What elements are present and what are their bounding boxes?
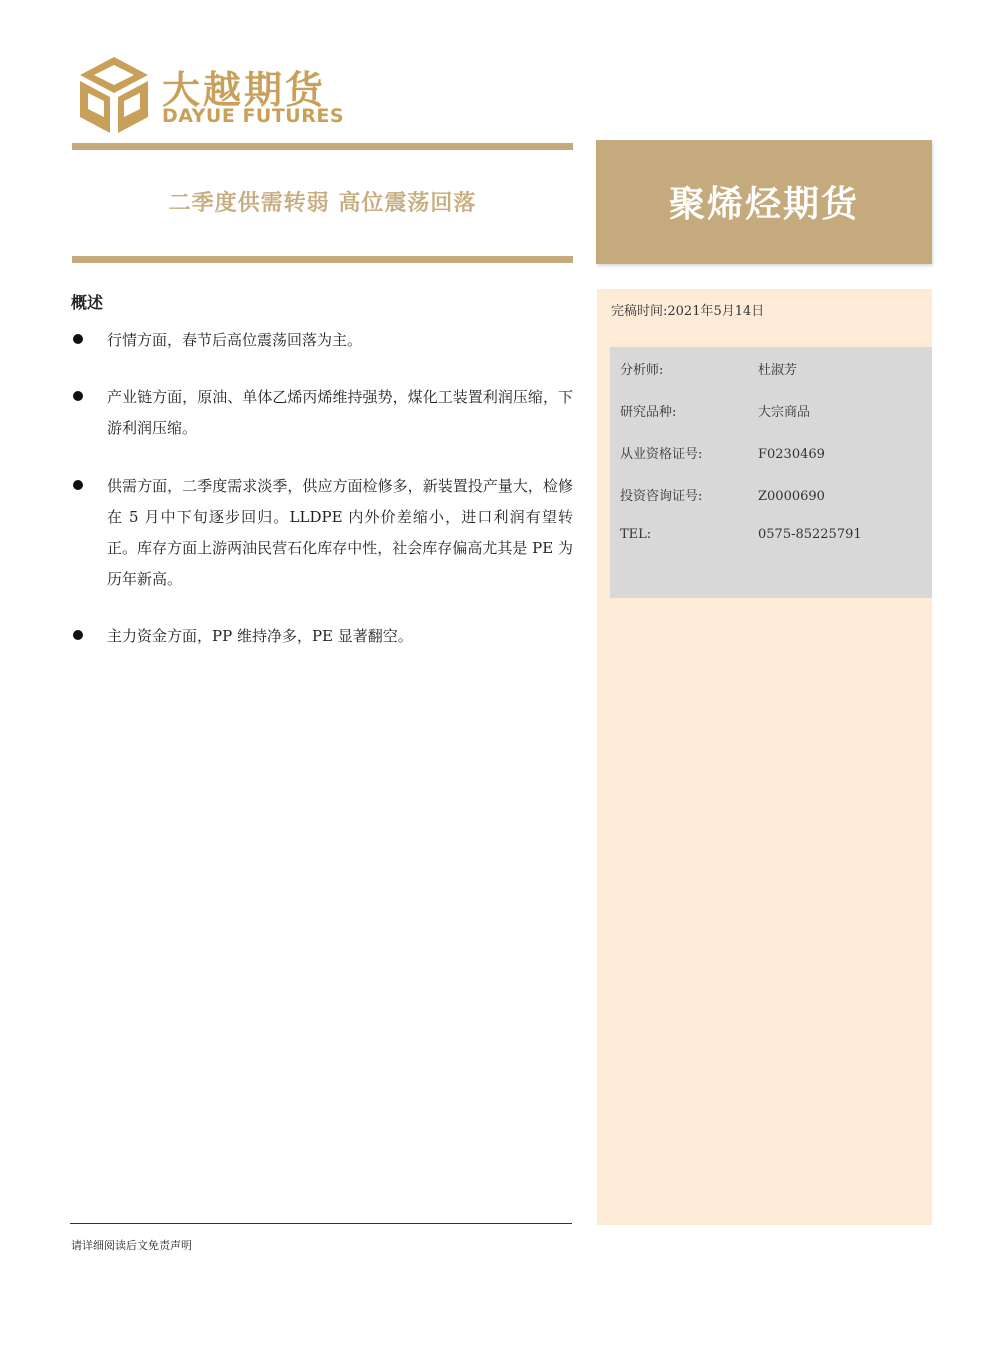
info-row-research-variety [620,401,810,420]
info-label: 分析师: [620,363,664,378]
report-subtitle: 二季度供需转弱 高位震荡回落 [168,191,477,216]
info-row-analyst [620,359,797,378]
info-value: 杜淑芳 [758,363,798,378]
info-row-tel [620,527,862,542]
title-top-rule [72,143,573,150]
footer-disclaimer: 请详细阅读后文免责声明 [71,1239,192,1252]
bullet-icon [73,334,83,344]
overview-bullet [71,382,573,444]
sidebar-panel [597,289,932,1225]
info-row-consulting-number [620,485,825,504]
info-value: F0230469 [758,447,825,462]
analyst-info-box [610,347,932,598]
bullet-text: 产业链方面，原油、单体乙烯丙烯维持强势，煤化工装置利润压缩，下游利润压缩。 [107,388,573,437]
overview-bullet [71,325,573,356]
info-label: 研究品种: [620,405,677,420]
company-logo [78,55,348,137]
category-title-block [596,140,932,264]
info-row-qualification-number [620,443,825,462]
bullet-text: 行情方面，春节后高位震荡回落为主。 [107,331,363,349]
info-label: 投资咨询证号: [620,489,703,504]
info-label: 从业资格证号: [620,447,703,462]
overview-bullet [71,471,573,595]
info-value: 0575-85225791 [758,527,862,542]
logo-english-name: DAYUE FUTURES [162,105,345,127]
finish-time: 完稿时间:2021年5月14日 [611,304,765,319]
bullet-icon [73,480,83,490]
info-value: Z0000690 [758,489,825,504]
bullet-text: 供需方面，二季度需求淡季，供应方面检修多，新装置投产量大，检修在 5 月中下旬逐步回归。LLDPE 内外价差缩小，进口利润有望转正。库存方面上游两油民营石化库存中性，社会库存偏高尤其是 PE 为历年新高。 [107,477,573,588]
logo-chinese-name: 大越期货 [162,68,327,112]
footer-rule [70,1223,572,1224]
overview-heading: 概述 [71,293,104,312]
info-value: 大宗商品 [758,405,811,420]
category-title: 聚烯烃期货 [668,184,859,225]
bullet-icon [73,630,83,640]
cube-logo-icon [78,55,150,135]
bullet-text: 主力资金方面，PP 维持净多，PE 显著翻空。 [107,627,413,645]
overview-bullet [71,621,573,652]
bullet-icon [73,391,83,401]
info-label: TEL: [620,527,652,542]
title-bottom-rule [72,256,573,263]
